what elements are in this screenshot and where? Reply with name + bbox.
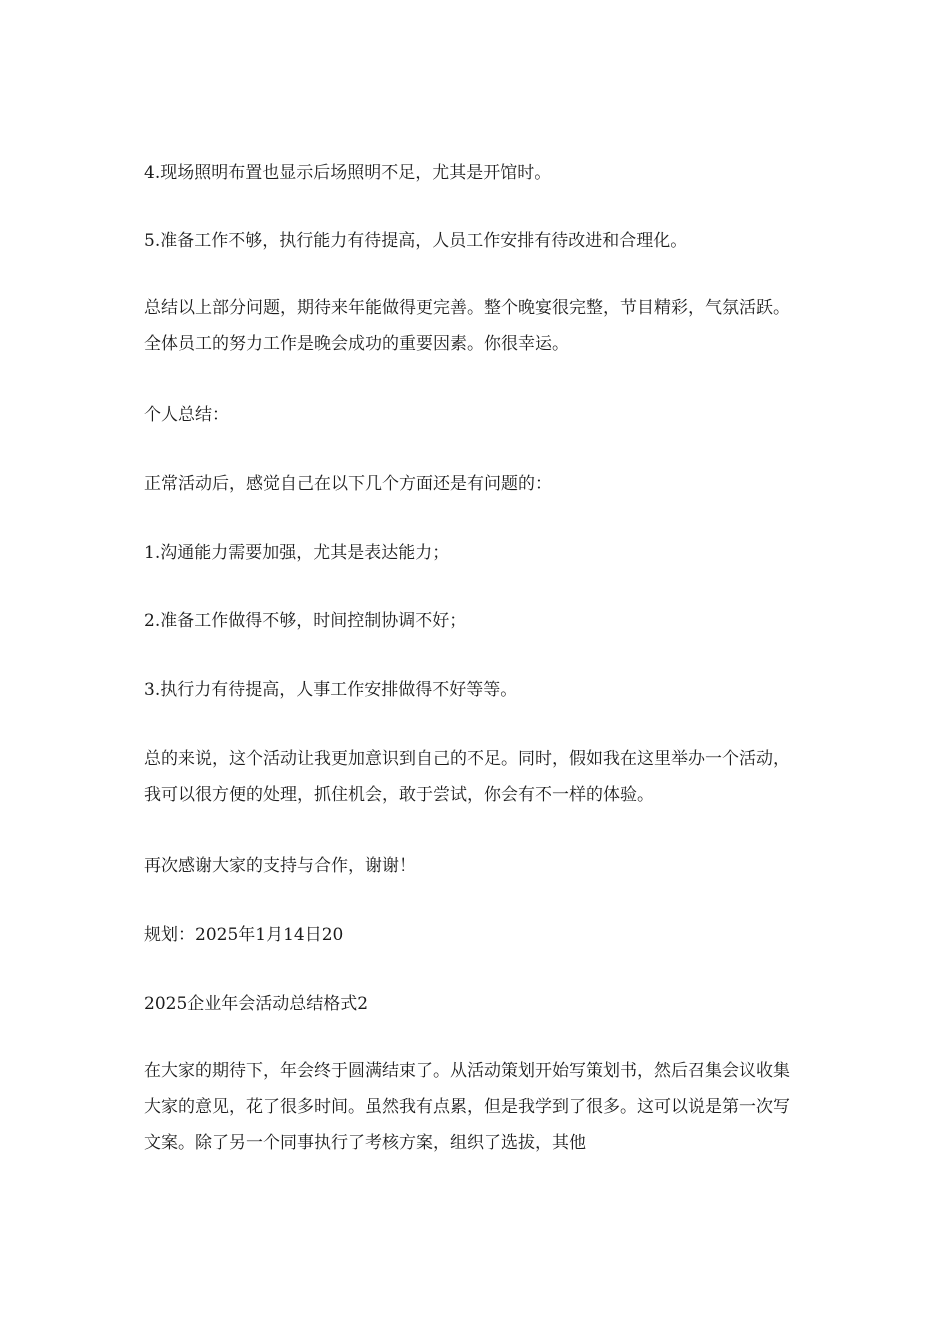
paragraph-issue-1: 1.沟通能力需要加强，尤其是表达能力； bbox=[144, 543, 450, 563]
paragraph-conclusion: 总的来说，这个活动让我更加意识到自己的不足。同时，假如我在这里举办一个活动，我可以很方便的处理，抓住机会，敢于尝试，你会有不一样的体验。 bbox=[144, 749, 790, 805]
paragraph-issues-intro: 正常活动后，感觉自己在以下几个方面还是有问题的： bbox=[144, 474, 552, 494]
paragraph-personal-summary-heading: 个人总结： bbox=[144, 405, 229, 425]
section-title: 2025企业年会活动总结格式2 bbox=[144, 994, 369, 1014]
paragraph-summary: 总结以上部分问题，期待来年能做得更完善。整个晚宴很完整，节目精彩，气氛活跃。全体员工的努力工作是晚会成功的重要因素。你很幸运。 bbox=[144, 298, 790, 354]
paragraph-lighting: 4.现场照明布置也显示后场照明不足，尤其是开馆时。 bbox=[144, 163, 552, 183]
paragraph-annual-meeting: 在大家的期待下，年会终于圆满结束了。从活动策划开始写策划书，然后召集会议收集大家的意见，花了很多时间。虽然我有点累，但是我学到了很多。这可以说是第一次写文案。除了另一个同事执行了考核方案，组织了选拔，其他 bbox=[144, 1061, 790, 1153]
paragraph-issue-2: 2.准备工作做得不够，时间控制协调不好； bbox=[144, 611, 467, 631]
paragraph-issue-3: 3.执行力有待提高，人事工作安排做得不好等等。 bbox=[144, 680, 518, 700]
paragraph-plan-date: 规划：2025年1月14日20 bbox=[144, 925, 344, 945]
paragraph-preparation: 5.准备工作不够，执行能力有待提高，人员工作安排有待改进和合理化。 bbox=[144, 231, 688, 251]
paragraph-thanks: 再次感谢大家的支持与合作，谢谢！ bbox=[144, 856, 416, 876]
